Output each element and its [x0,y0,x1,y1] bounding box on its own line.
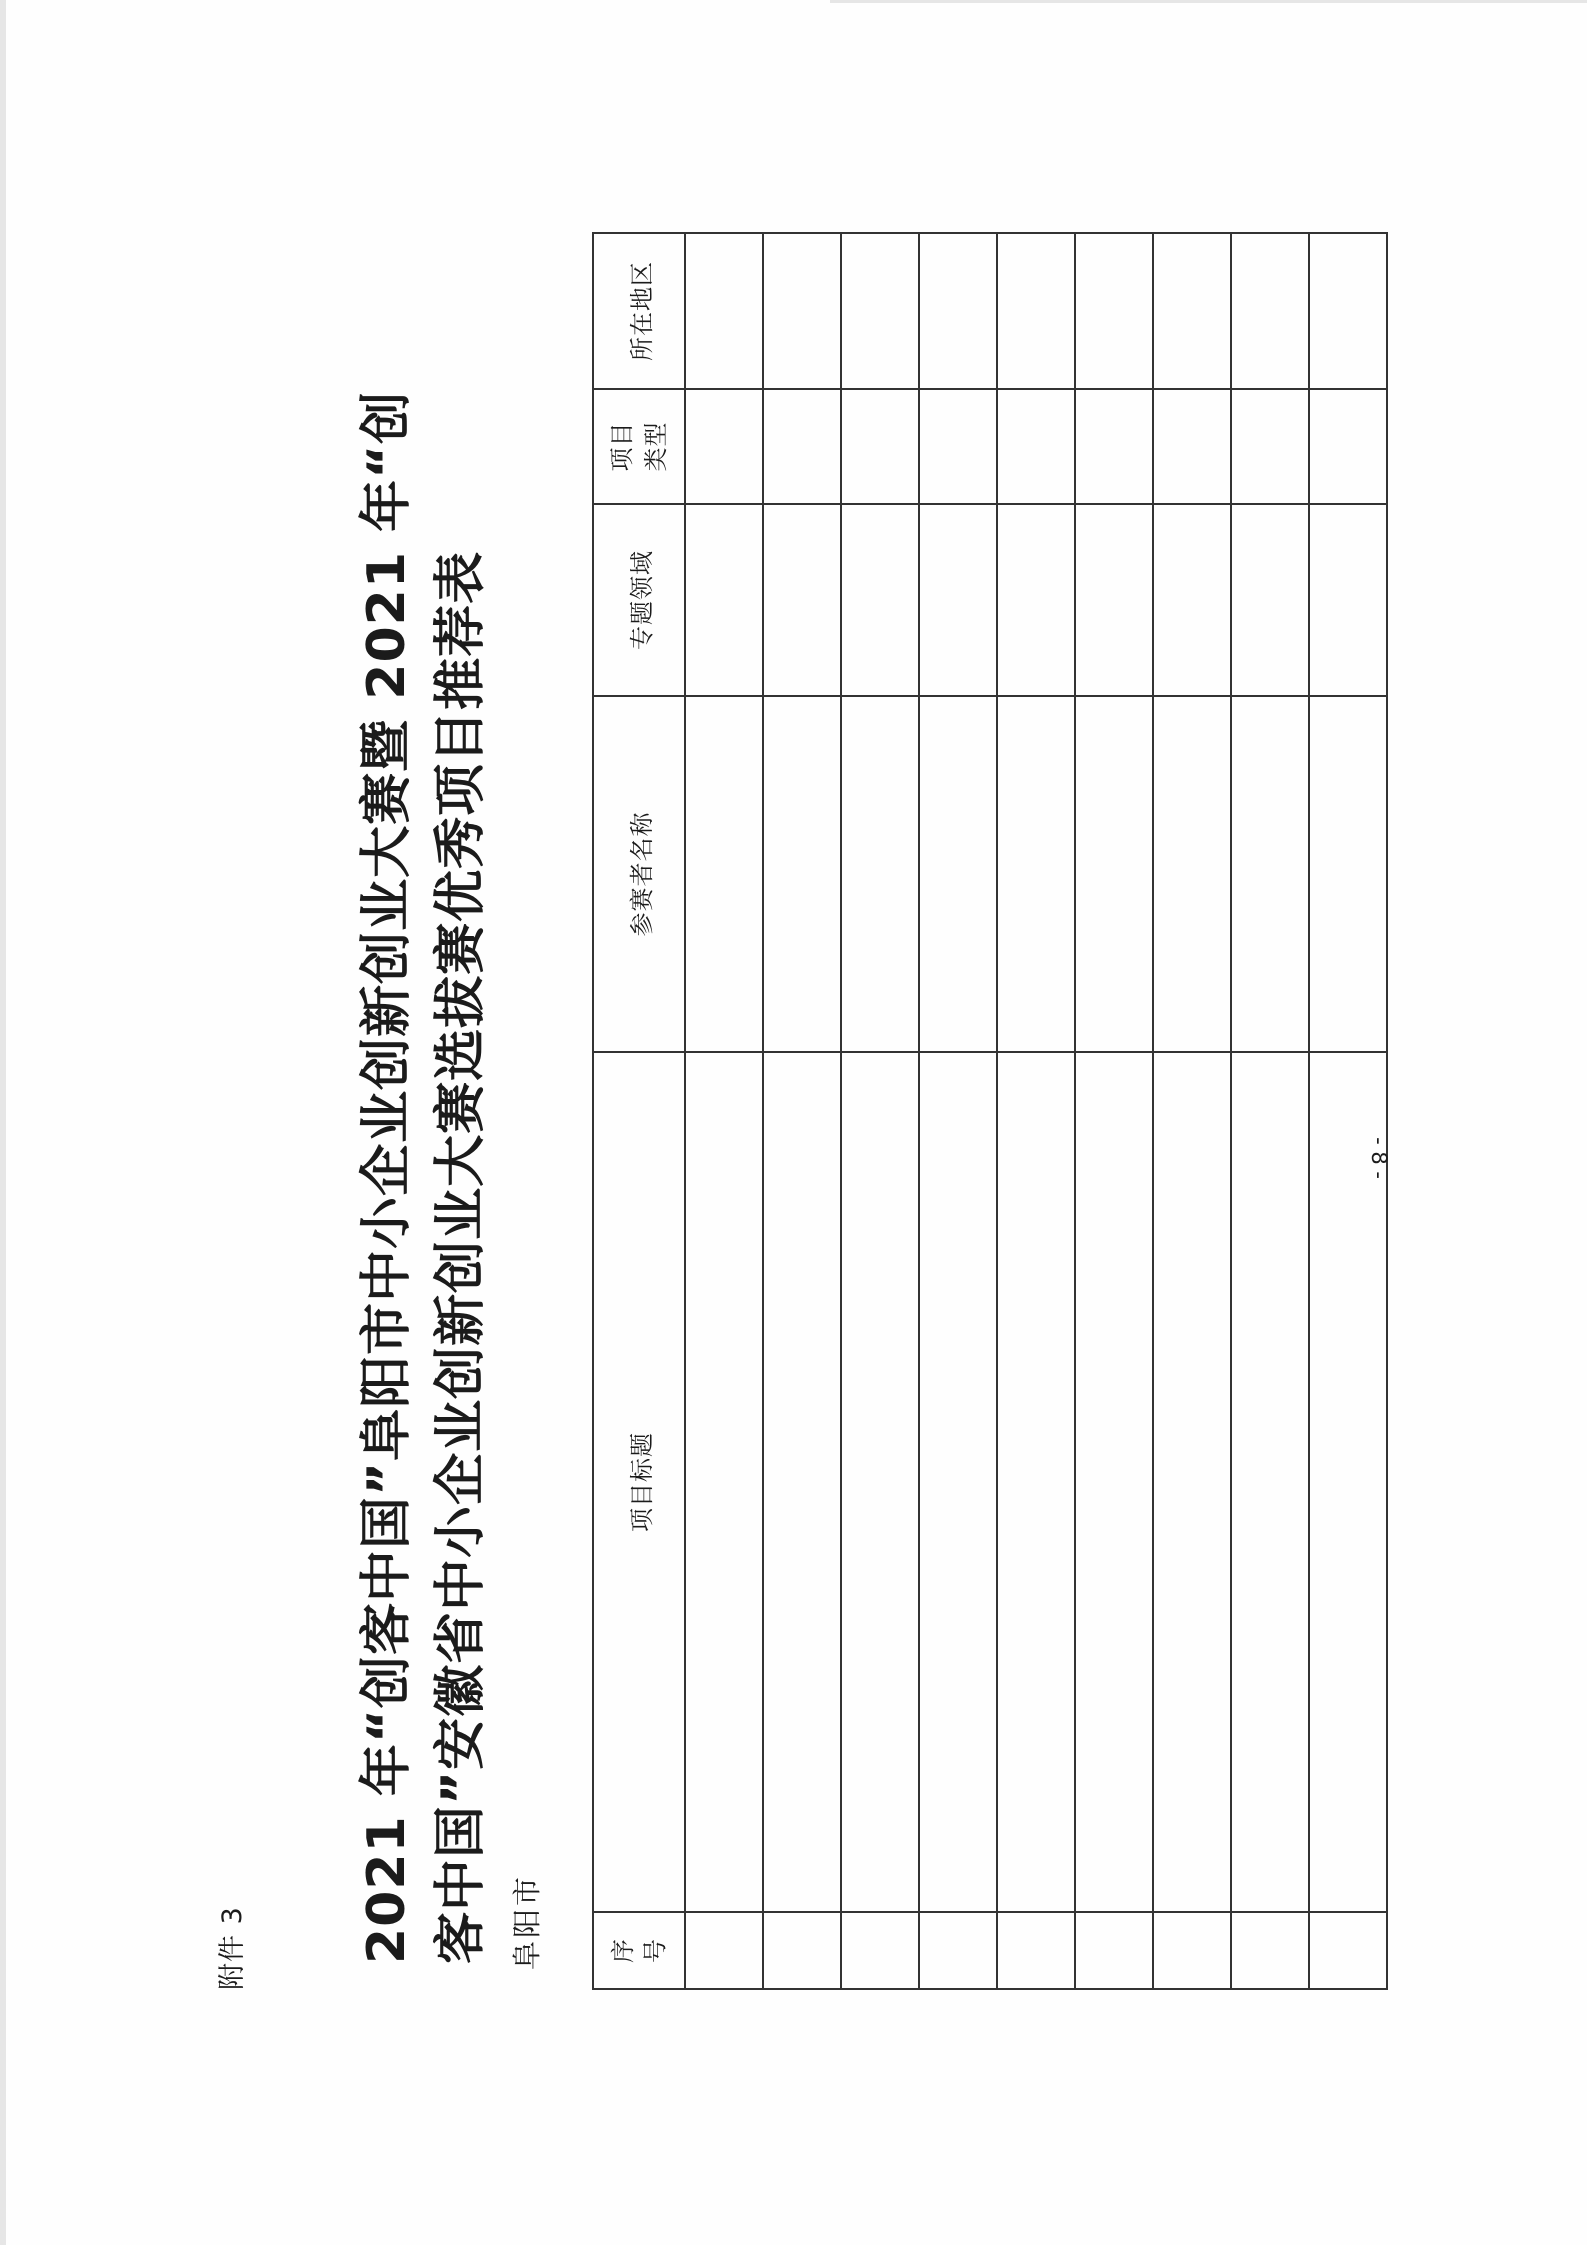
table-cell [997,696,1075,1052]
page-number: - 8 - [1366,1137,1391,1179]
table-cell [1153,696,1231,1052]
table-cell [763,696,841,1052]
table-cell [1309,1052,1387,1912]
table-cell [1075,1912,1153,1989]
table-row [685,233,763,1989]
table-cell [1309,233,1387,389]
table-cell [1075,389,1153,504]
table-cell [1231,504,1309,696]
table-cell [763,1912,841,1989]
table-cell [1075,1052,1153,1912]
table-cell [919,233,997,389]
table-row [919,233,997,1989]
header-participant-name: 参赛者名称 [593,696,685,1052]
header-topic-field: 专题领域 [593,504,685,696]
table-cell [1309,696,1387,1052]
table-cell [997,1052,1075,1912]
table-cell [1153,1052,1231,1912]
region-label: 阜阳市 [510,1873,544,1970]
table-cell [1075,504,1153,696]
table-cell [685,504,763,696]
table-cell [841,1912,919,1989]
table-cell [841,1052,919,1912]
rotated-content [180,230,1340,1990]
title-line-2: 客中国”安徽省中小企业创新创业大赛选拔赛优秀项目推荐表 [431,550,491,1964]
table-cell [685,696,763,1052]
title-line-1: 2021 年“创客中国”阜阳市中小企业创新创业大赛暨 2021 年“创 [357,390,417,1964]
table-cell [1153,233,1231,389]
header-seq: 序号 [593,1912,685,1989]
table-cell [919,696,997,1052]
table-cell [1231,1912,1309,1989]
scan-edge-line [0,0,6,2245]
scan-edge-line-top [830,0,1587,3]
table-cell [1309,1912,1387,1989]
table-cell [685,1912,763,1989]
table-cell [1231,233,1309,389]
table-cell [1231,1052,1309,1912]
table-cell [685,389,763,504]
table-row [841,233,919,1989]
table-row [1231,233,1309,1989]
table-header-row [593,233,685,1989]
table-cell [763,389,841,504]
table-cell [1153,504,1231,696]
table-cell [1075,233,1153,389]
table-cell [1075,696,1153,1052]
recommendation-table [592,232,1388,1990]
table-cell [997,504,1075,696]
table-row [997,233,1075,1989]
header-project-type: 项目类型 [593,389,685,504]
table-body [685,233,1387,1989]
header-project-title: 项目标题 [593,1052,685,1912]
table-row [763,233,841,1989]
table-cell [1153,1912,1231,1989]
table-cell [919,1052,997,1912]
table-cell [763,504,841,696]
table-cell [763,1052,841,1912]
table-cell [685,1052,763,1912]
table-cell [919,504,997,696]
table-cell [997,233,1075,389]
table-cell [997,389,1075,504]
table-cell [841,233,919,389]
header-region: 所在地区 [593,233,685,389]
table-row [1153,233,1231,1989]
table-cell [1309,389,1387,504]
table-cell [997,1912,1075,1989]
annex-label: 附件 3 [217,1906,248,1990]
table-cell [841,389,919,504]
table-cell [841,696,919,1052]
document-title [350,244,498,1964]
table-row [1075,233,1153,1989]
table-cell [685,233,763,389]
table-cell [1309,504,1387,696]
table-cell [1231,389,1309,504]
table-cell [763,233,841,389]
table-cell [1153,389,1231,504]
table-cell [841,504,919,696]
table-cell [919,389,997,504]
table-row [1309,233,1387,1989]
table-cell [919,1912,997,1989]
table-cell [1231,696,1309,1052]
